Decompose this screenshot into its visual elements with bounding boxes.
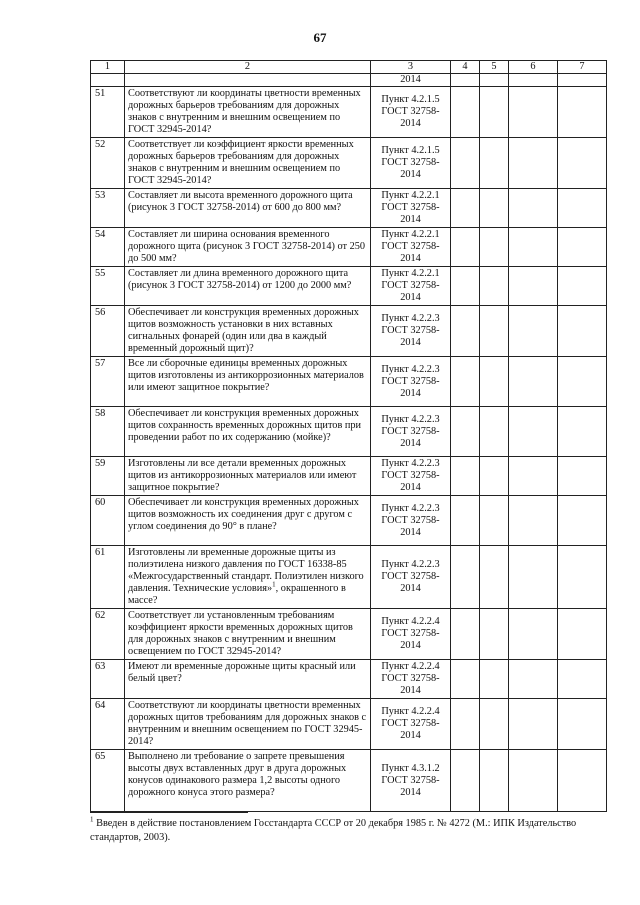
table-row <box>91 267 607 306</box>
reference-cell: Пункт 4.2.2.3 ГОСТ 32758-2014 <box>371 357 451 407</box>
blank-cell <box>451 267 480 306</box>
blank-cell <box>509 699 558 750</box>
blank-cell <box>558 87 607 138</box>
question-cell: Все ли сборочные единицы временных дорожных щитов изготовлены из антикоррозионных материалов или имеют защитное покрытие? <box>125 357 371 407</box>
blank-cell <box>480 189 509 228</box>
blank-cell <box>480 609 509 660</box>
blank-cell <box>451 357 480 407</box>
blank-cell <box>451 750 480 812</box>
table-row <box>91 750 607 812</box>
reference-cell: Пункт 4.2.2.3 ГОСТ 32758-2014 <box>371 546 451 609</box>
column-header: 5 <box>480 61 509 74</box>
row-number: 51 <box>91 87 125 138</box>
row-number: 58 <box>91 407 125 457</box>
row-number: 64 <box>91 699 125 750</box>
table-row <box>91 189 607 228</box>
question-cell: Имеют ли временные дорожные щиты красный или белый цвет? <box>125 660 371 699</box>
continuation-row <box>91 74 607 87</box>
row-number: 56 <box>91 306 125 357</box>
table-row <box>91 457 607 496</box>
question-cell: Соответствуют ли координаты цветности временных дорожных щитов требованиям для дорожных знаков с внутренним и внешним освещением по ГОСТ 32945-2014? <box>125 699 371 750</box>
blank-cell <box>509 357 558 407</box>
footnote-text: Введен в действие постановлением Госстандарта СССР от 20 декабря 1985 г. № 4272 (М.: ИПК Издательство стандартов, 2003). <box>90 818 577 843</box>
table-row <box>91 407 607 457</box>
blank-cell <box>480 267 509 306</box>
table-row <box>91 546 607 609</box>
blank-cell <box>480 750 509 812</box>
question-cell: Изготовлены ли временные дорожные щиты из полиэтилена низкого давления по ГОСТ 16338-85 «Межгосударственный стандарт. Полиэтилен низкого давления. Технические условия»$^1$, окрашенного в массе? <box>125 546 371 609</box>
row-number: 62 <box>91 609 125 660</box>
table-row <box>91 699 607 750</box>
row-number: 55 <box>91 267 125 306</box>
footnote-ref: 1 <box>272 580 276 589</box>
blank-cell <box>451 189 480 228</box>
blank-cell <box>558 189 607 228</box>
table-row <box>91 357 607 407</box>
blank-cell <box>558 496 607 546</box>
header-row <box>91 61 607 74</box>
table-row <box>91 228 607 267</box>
reference-cell: Пункт 4.2.1.5 ГОСТ 32758-2014 <box>371 138 451 189</box>
question-cell: Соответствуют ли координаты цветности временных дорожных барьеров требованиям для дорожных знаков с внутренним и внешним освещением по ГОСТ 32945-2014? <box>125 87 371 138</box>
blank-cell <box>480 87 509 138</box>
blank-cell <box>558 306 607 357</box>
blank-cell <box>509 660 558 699</box>
blank-cell <box>480 496 509 546</box>
blank-cell <box>480 457 509 496</box>
blank-cell <box>480 228 509 267</box>
blank-cell <box>558 267 607 306</box>
reference-cell: Пункт 4.2.2.1 ГОСТ 32758-2014 <box>371 228 451 267</box>
blank-cell <box>451 306 480 357</box>
blank-cell <box>558 407 607 457</box>
blank-cell <box>509 189 558 228</box>
blank-cell <box>558 357 607 407</box>
row-number: 61 <box>91 546 125 609</box>
blank-cell <box>480 357 509 407</box>
blank-cell <box>480 407 509 457</box>
blank-cell <box>509 496 558 546</box>
blank-cell <box>509 306 558 357</box>
table-row <box>91 496 607 546</box>
question-cell: Обеспечивает ли конструкция временных дорожных щитов возможность их соединения друг с другом с углом соединения до 90° в плане? <box>125 496 371 546</box>
blank-cell <box>558 228 607 267</box>
blank-cell <box>509 138 558 189</box>
column-header: 4 <box>451 61 480 74</box>
table-row <box>91 609 607 660</box>
blank-cell <box>451 660 480 699</box>
blank-cell <box>451 699 480 750</box>
question-cell <box>125 74 371 87</box>
reference-cell: Пункт 4.2.1.5 ГОСТ 32758-2014 <box>371 87 451 138</box>
row-number: 57 <box>91 357 125 407</box>
checklist-table <box>90 60 607 812</box>
blank-cell <box>509 228 558 267</box>
blank-cell <box>451 457 480 496</box>
row-number: 60 <box>91 496 125 546</box>
footnote <box>90 817 610 845</box>
reference-cell: Пункт 4.2.2.3 ГОСТ 32758-2014 <box>371 457 451 496</box>
column-header: 1 <box>91 61 125 74</box>
row-number: 63 <box>91 660 125 699</box>
question-cell: Обеспечивает ли конструкция временных дорожных щитов сохранность временных дорожных щитов при проведении работ по их содержанию (мойке)? <box>125 407 371 457</box>
blank-cell <box>509 407 558 457</box>
reference-cell: Пункт 4.3.1.2 ГОСТ 32758-2014 <box>371 750 451 812</box>
column-header: 7 <box>558 61 607 74</box>
blank-cell <box>451 228 480 267</box>
row-number: 65 <box>91 750 125 812</box>
blank-cell <box>558 750 607 812</box>
reference-cell: 2014 <box>371 74 451 87</box>
table-row <box>91 87 607 138</box>
blank-cell <box>480 546 509 609</box>
reference-cell: Пункт 4.2.2.3 ГОСТ 32758-2014 <box>371 306 451 357</box>
table-row <box>91 138 607 189</box>
row-number <box>91 74 125 87</box>
blank-cell <box>558 699 607 750</box>
blank-cell <box>558 457 607 496</box>
column-header: 6 <box>509 61 558 74</box>
table-row <box>91 306 607 357</box>
blank-cell <box>509 457 558 496</box>
question-cell: Соответствует ли установленным требованиям коэффициент яркости временных дорожных щитов для дорожных знаков с внутренним и внешним освещением по ГОСТ 32945-2014? <box>125 609 371 660</box>
column-header: 2 <box>125 61 371 74</box>
blank-cell <box>451 609 480 660</box>
reference-cell: Пункт 4.2.2.1 ГОСТ 32758-2014 <box>371 267 451 306</box>
question-cell: Составляет ли высота временного дорожного щита (рисунок 3 ГОСТ 32758-2014) от 600 до 800 мм? <box>125 189 371 228</box>
blank-cell <box>558 138 607 189</box>
blank-cell <box>558 660 607 699</box>
blank-cell <box>509 750 558 812</box>
question-cell: Соответствует ли коэффициент яркости временных дорожных барьеров требованиям для дорожных знаков с внутренним и внешним освещением по ГОСТ 32945-2014? <box>125 138 371 189</box>
question-cell: Обеспечивает ли конструкция временных дорожных щитов возможность установки в них вставных сигнальных фонарей (один или два в каждый временный дорожный щит)? <box>125 306 371 357</box>
page-number: 67 <box>313 30 327 45</box>
reference-cell: Пункт 4.2.2.4 ГОСТ 32758-2014 <box>371 660 451 699</box>
table-row <box>91 660 607 699</box>
reference-cell: Пункт 4.2.2.3 ГОСТ 32758-2014 <box>371 496 451 546</box>
column-header: 3 <box>371 61 451 74</box>
blank-cell <box>451 407 480 457</box>
row-number: 59 <box>91 457 125 496</box>
reference-cell: Пункт 4.2.2.4 ГОСТ 32758-2014 <box>371 609 451 660</box>
blank-cell <box>480 699 509 750</box>
blank-cell <box>509 267 558 306</box>
blank-cell <box>480 306 509 357</box>
footnote-rule <box>90 812 248 813</box>
blank-cell <box>480 138 509 189</box>
question-cell: Изготовлены ли все детали временных дорожных щитов из антикоррозионных материалов или имеют защитное покрытие? <box>125 457 371 496</box>
row-number: 54 <box>91 228 125 267</box>
reference-cell: Пункт 4.2.2.3 ГОСТ 32758-2014 <box>371 407 451 457</box>
blank-cell <box>451 496 480 546</box>
blank-cell <box>480 660 509 699</box>
reference-cell: Пункт 4.2.2.1 ГОСТ 32758-2014 <box>371 189 451 228</box>
reference-cell: Пункт 4.2.2.4 ГОСТ 32758-2014 <box>371 699 451 750</box>
row-number: 53 <box>91 189 125 228</box>
question-cell: Составляет ли длина временного дорожного щита (рисунок 3 ГОСТ 32758-2014) от 1200 до 2000 мм? <box>125 267 371 306</box>
question-cell: Выполнено ли требование о запрете превышения высоты двух вставленных друг в друга дорожных конусов одинакового размера 1,2 высоты одного дорожного конуса этого размера? <box>125 750 371 812</box>
blank-cell <box>509 609 558 660</box>
blank-cell <box>509 546 558 609</box>
blank-cell <box>451 138 480 189</box>
blank-cell <box>451 546 480 609</box>
row-number: 52 <box>91 138 125 189</box>
question-cell: Составляет ли ширина основания временного дорожного щита (рисунок 3 ГОСТ 32758-2014) от 250 до 500 мм? <box>125 228 371 267</box>
blank-cell <box>451 87 480 138</box>
blank-cell <box>558 546 607 609</box>
blank-cell <box>558 609 607 660</box>
blank-cell <box>509 87 558 138</box>
footnote-marker: 1 <box>90 815 94 824</box>
